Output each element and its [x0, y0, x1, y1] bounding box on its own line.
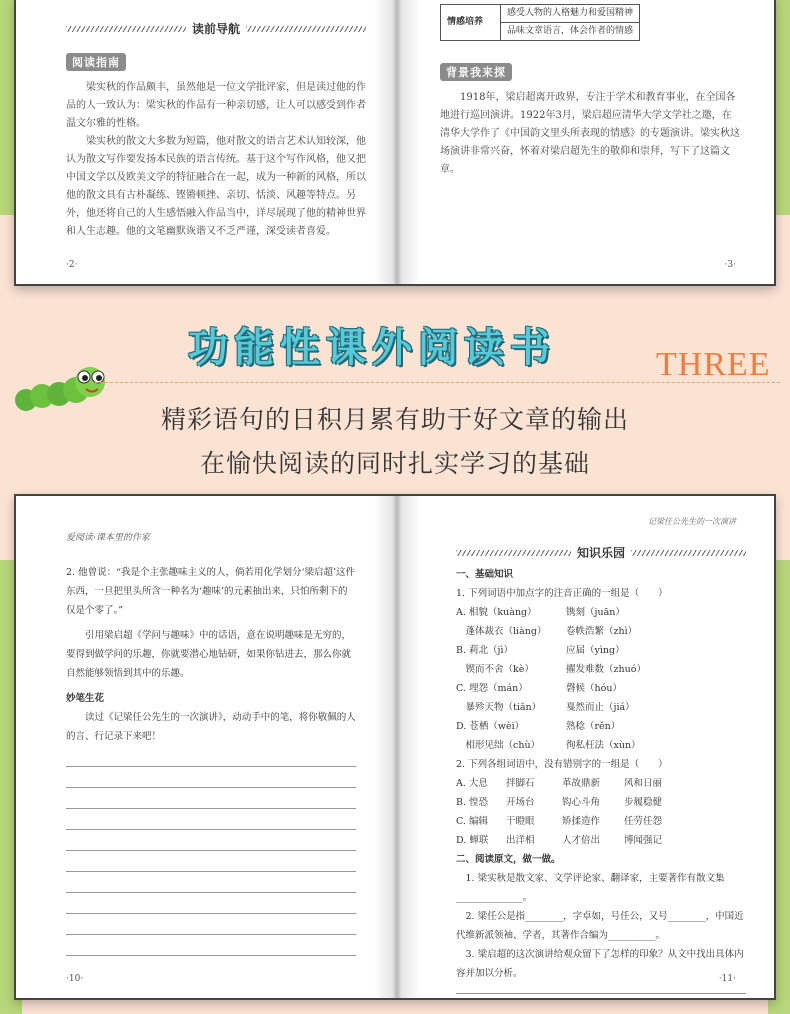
- divider: [90, 382, 780, 383]
- section-heading: [456, 544, 746, 561]
- question-2: 2. 他曾说：“我是个主张趣味主义的人，倘若用化学划分‘梁启超’这件东西，一旦把里头所含一种名为‘趣味’的元素抽出来，只怕所剩下的仅是个零了。”: [66, 567, 355, 616]
- option-text: 人才倍出: [562, 835, 601, 846]
- paragraph: 1918年，梁启超离开政界，专注于学术和教育事业，在全国各地进行巡回演讲。1922年3月，梁启超应清华大学文学社之邀，在清华大学作了《中国韵文里头所表现的情感》的专题演讲。梁实秋这场演讲非常兴奋，怀着对梁启超先生的敬仰和崇拜，写下了这篇文章。: [440, 92, 740, 175]
- question-1: 1. 下列词语中加点字的注音正确的一组是（ ）: [456, 588, 668, 599]
- page-header: 爱阅读·课本里的作家: [66, 533, 150, 543]
- option-text: 镌刻（juān）: [566, 607, 625, 618]
- page-number: ·3·: [724, 260, 736, 270]
- option-text: 相形见绌（chù）: [456, 740, 541, 751]
- writing-heading: 妙笔生花: [66, 693, 105, 704]
- section-heading: [66, 20, 366, 37]
- option-text: B. 惶恐: [456, 797, 489, 808]
- part-1-heading: 一、基础知识: [456, 569, 514, 580]
- subtitle-line-1: 精彩语句的日积月累有助于好文章的输出: [160, 405, 629, 434]
- option-text: 暴殄天物（tiǎn）: [456, 702, 542, 713]
- reading-question-2[interactable]: 2. 梁任公是指________，字卓如，号任公，又号________，中国近代维新派领袖、学者，其著作合编为__________。: [456, 911, 744, 941]
- option-text: 钩心斗角: [562, 797, 601, 808]
- option-text: 出洋相: [506, 835, 535, 846]
- page-header: 记梁任公先生的一次演讲: [648, 517, 736, 526]
- heading-text: 读前导航: [192, 22, 241, 36]
- quote-text: 引用梁启超《学问与趣味》中的话语，意在说明趣味是无穷的，要得到做学问的乐趣，你就要潜心地钻研，如果你钻进去，那么你就自然能够领悟到其中的乐趣。: [66, 630, 352, 679]
- part-2-heading: 二、阅读原文，做一做。: [456, 854, 561, 865]
- question-2: 2. 下列各组词语中，没有错别字的一组是（ ）: [456, 759, 668, 770]
- right-page: [396, 0, 776, 284]
- option-text: 开场台: [506, 797, 535, 808]
- heading-text: 知识乐园: [577, 546, 626, 560]
- background-badge: 背景我来探: [440, 63, 512, 81]
- main-title: 功能性课外阅读书: [188, 325, 556, 371]
- reading-question-3: 3. 梁启超的这次演讲给观众留下了怎样的印象？从文中找出具体内容并加以分析。: [456, 949, 744, 979]
- option-text: 矫揉造作: [562, 816, 601, 827]
- option-text: D. 蝉联: [456, 835, 489, 846]
- left-page: [16, 0, 396, 284]
- answer-line[interactable]: [456, 993, 746, 994]
- left-page: [16, 496, 396, 998]
- option-text: 锲而不舍（kè）: [456, 664, 534, 675]
- q2-options: [456, 774, 746, 850]
- section-tag: THREE: [656, 346, 771, 383]
- table-label: 情感培养: [441, 5, 501, 41]
- option-text: C. 埋怨（mán）: [456, 683, 528, 694]
- option-text: B. 莉北（jì）: [456, 645, 514, 656]
- option-text: 蓬体裁衣（liàng）: [456, 626, 547, 637]
- paragraph: 梁实秋的作品颇丰，虽然他是一位文学批评家，但是读过他的作品的人一致认为：梁实秋的作品有一种亲切感，让人可以感受到作者温文尔雅的性格。: [66, 82, 366, 129]
- option-text: 博闻强记: [624, 835, 663, 846]
- writing-lines[interactable]: [66, 766, 356, 956]
- writing-prompt: 读过《记梁任公先生的一次演讲》，动动手中的笔，将你敬佩的人的言、行记录下来吧！: [66, 712, 356, 742]
- right-page: [396, 496, 776, 998]
- option-text: 徇私枉法（xùn）: [566, 740, 641, 751]
- book-spread-top: [14, 0, 776, 286]
- page-number: ·11·: [718, 974, 736, 984]
- subtitle-line-2: 在愉快阅读的同时扎实学习的基础: [199, 449, 590, 478]
- info-table: [440, 4, 640, 41]
- option-text: 磬候（hóu）: [566, 683, 622, 694]
- paragraph: 梁实秋的散文大多数为短篇，他对散文的语言艺术认知较深，他认为散文写作要发扬本民族的语言传统。基于这个写作风格，他又把中国文学以及欧美文学的特征融合在一起，成为一种新的风格，所以他的散文具有古朴凝练、铿锵顿挫、亲切、恬淡、风趣等特点。另外，他还将自己的人生感悟融入作品当中，详尽展现了他的精神世界和人生志趣。他的文笔幽默诙谐又不乏严谨，深受读者喜爱。: [66, 136, 366, 237]
- option-text: A. 相貌（kuàng）: [456, 607, 537, 618]
- book-spine: [374, 0, 420, 284]
- option-text: 革故鼎新: [562, 778, 601, 789]
- option-text: 任劳任怨: [624, 816, 663, 827]
- page-number: ·2·: [66, 260, 78, 270]
- option-text: D. 苍栖（wèi）: [456, 721, 525, 732]
- option-text: 拌脚石: [506, 778, 535, 789]
- book-spine: [374, 496, 420, 998]
- option-text: 风和日丽: [624, 778, 663, 789]
- option-text: 熟稔（rěn）: [566, 721, 621, 732]
- guide-badge: 阅读指南: [66, 53, 126, 71]
- option-text: C. 编辑: [456, 816, 488, 827]
- option-text: 应届（yìng）: [566, 645, 625, 656]
- option-text: 戛然而止（jiá）: [566, 702, 635, 713]
- page-number: ·10·: [66, 974, 84, 984]
- reading-question-1-blank[interactable]: ______________。: [456, 892, 533, 903]
- option-text: A. 大息: [456, 778, 488, 789]
- reading-question-1: 1. 梁实秋是散文家、文学评论家、翻译家，主要著作有散文集: [465, 873, 725, 884]
- q1-options: [456, 603, 746, 755]
- book-spread-bottom: [14, 494, 776, 1000]
- option-text: 卷帙浩繁（zhì）: [566, 626, 638, 637]
- option-text: 擢发难数（zhuó）: [566, 664, 646, 675]
- table-cell: 感受人物的人格魅力和爱国精神: [501, 5, 640, 23]
- option-text: 干瞪眼: [506, 816, 535, 827]
- option-text: 步履稳健: [624, 797, 663, 808]
- table-cell: 品味文章语言，体会作者的情感: [501, 23, 640, 41]
